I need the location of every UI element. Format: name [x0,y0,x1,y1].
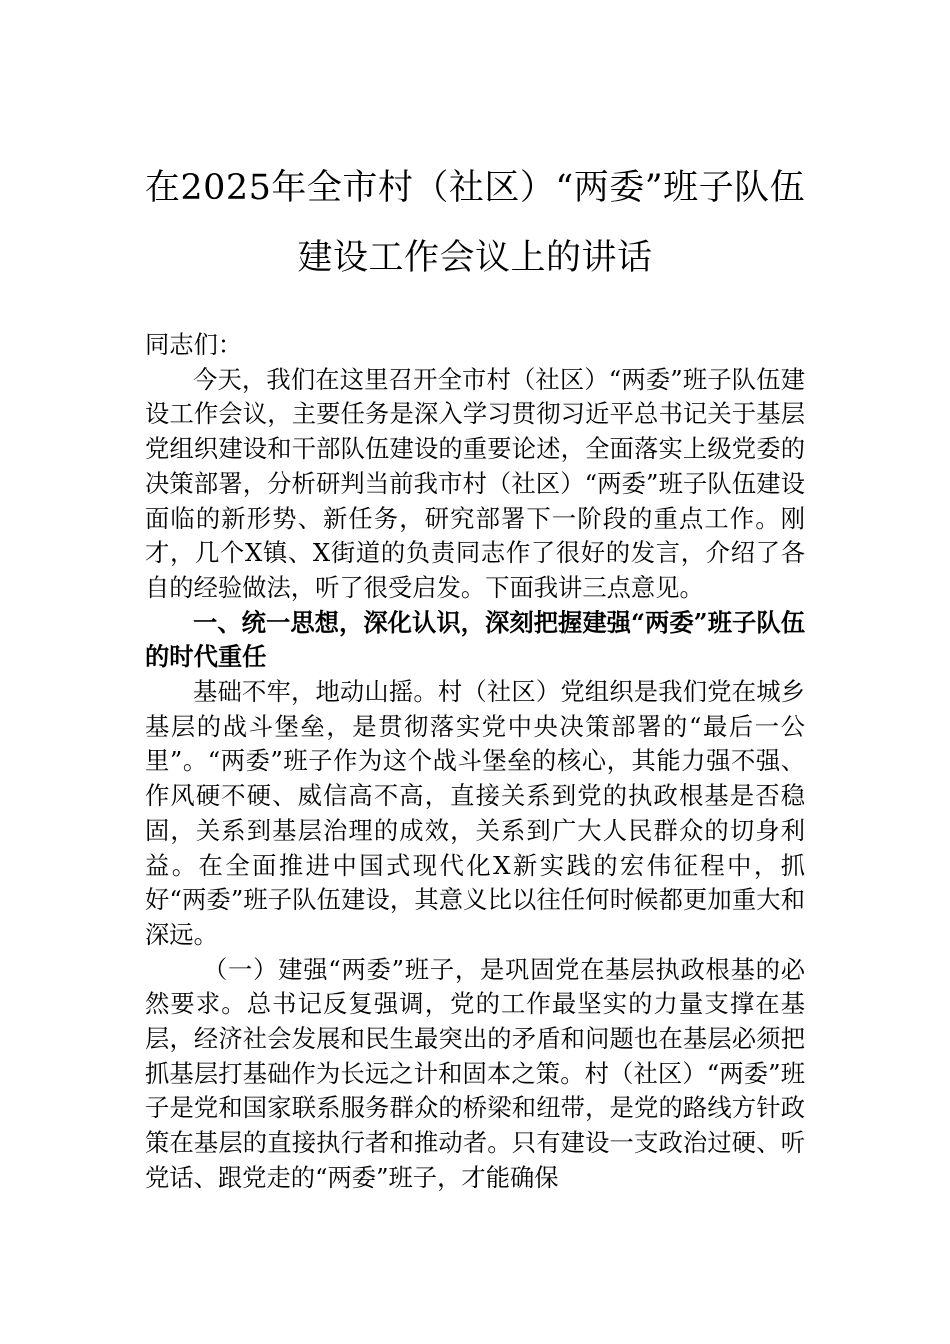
document-title-line-2: 建设工作会议上的讲话 [297,238,653,278]
document-body [145,328,805,1196]
paragraph-foundation: 基础不牢，地动山摇。村（社区）党组织是我们党在城乡基层的战斗堡垒，是贯彻落实党中央决策部署的“最后一公里”。“两委”班子作为这个战斗堡垒的核心，其能力强不强、作风硬不硬、威信高不高，直接关系到党的执政根基是否稳固，关系到基层治理的成效，关系到广大人民群众的切身利益。在全面推进中国式现代化X新实践的宏伟征程中，抓好“两委”班子队伍建设，其意义比以往任何时候都更加重大和深远。 [145,677,805,949]
section-heading-1: 一、统一思想，深化认识，深刻把握建强“两委”班子队伍的时代重任 [145,607,805,672]
paragraph-subsection-1: （一）建强“两委”班子，是巩固党在基层执政根基的必然要求。总书记反复强调，党的工作最坚实的力量支撑在基层，经济社会发展和民生最突出的矛盾和问题也在基层必须把抓基层打基础作为长远之计和固本之策。村（社区）“两委”班子是党和国家联系服务群众的桥梁和纽带，是党的路线方针政策在基层的直接执行者和推动者。只有建设一支政治过硬、听党话、跟党走的“两委”班子，才能确保 [145,954,805,1192]
paragraph-opening: 今天，我们在这里召开全市村（社区）“两委”班子队伍建设工作会议，主要任务是深入学习贯彻习近平总书记关于基层党组织建设和干部队伍建设的重要论述，全面落实上级党委的决策部署，分析研判当前我市村（社区）“两委”班子队伍建设面临的新形势、新任务，研究部署下一阶段的重点工作。刚才，几个X镇、X街道的负责同志作了很好的发言，介绍了各自的经验做法，听了很受启发。下面我讲三点意见。 [145,364,805,602]
document-title-line-1: 在2025年全市村（社区）“两委”班子队伍 [144,168,806,208]
salutation: 同志们： [145,330,243,359]
